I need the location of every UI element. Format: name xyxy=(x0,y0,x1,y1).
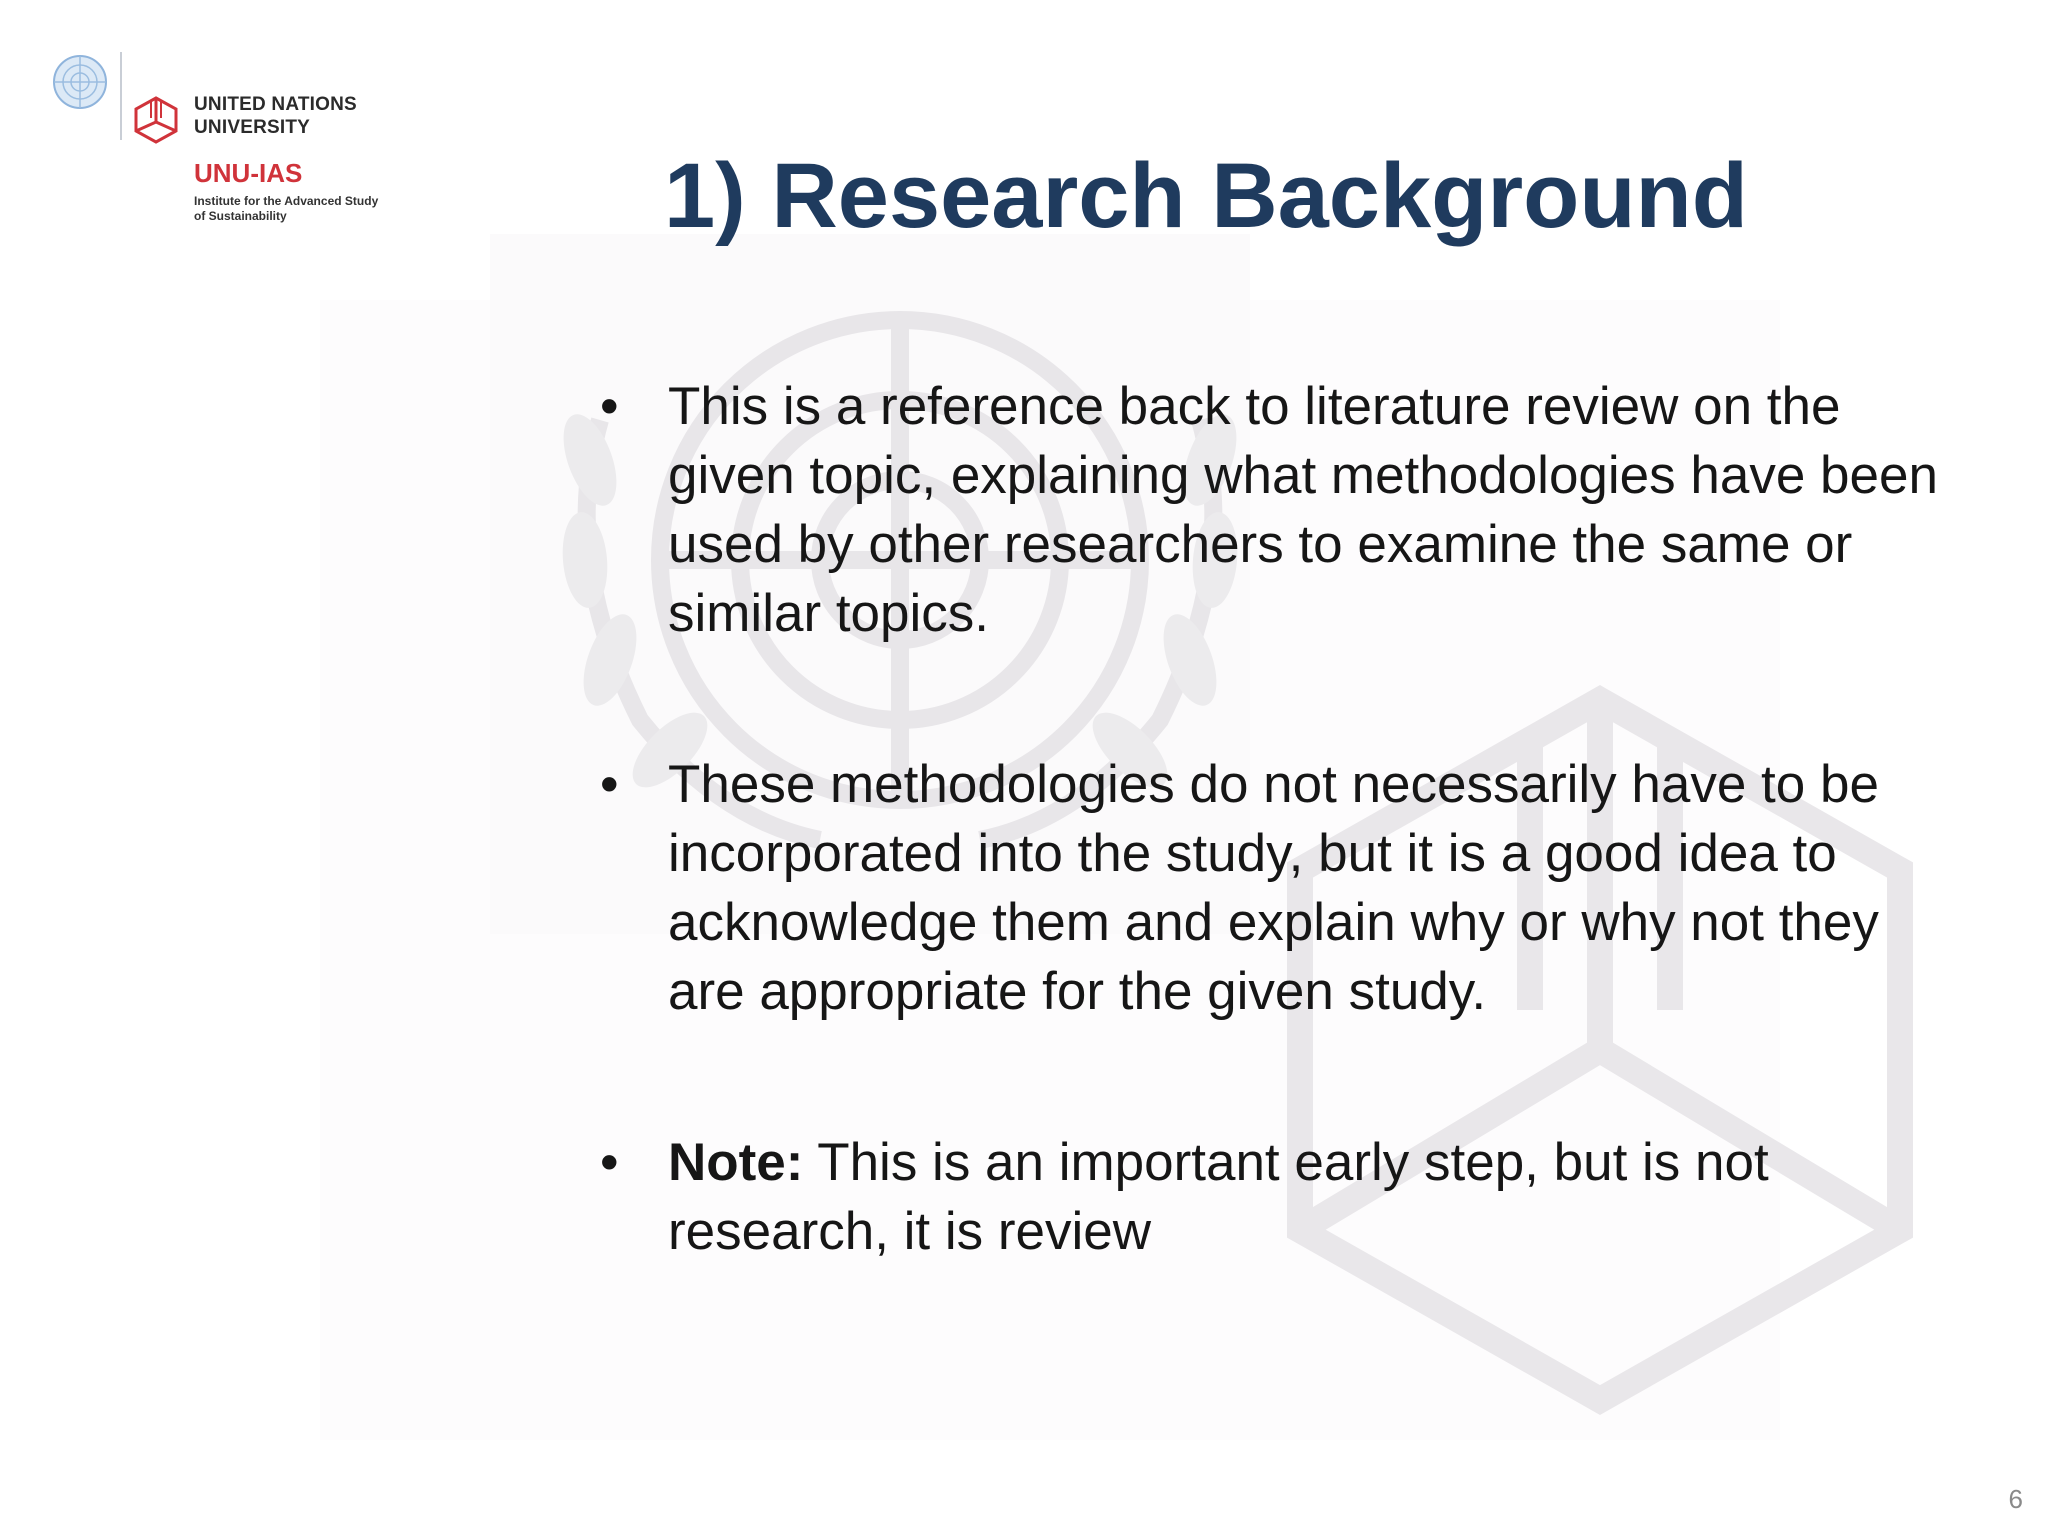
bullet-dot-icon: • xyxy=(600,755,619,814)
page-number: 6 xyxy=(2008,1484,2023,1514)
logo-text-university: UNIVERSITY xyxy=(194,117,311,138)
bullet-item-3 xyxy=(600,1128,1960,1266)
bullet-item-1 xyxy=(600,372,1960,648)
un-emblem-icon xyxy=(48,50,112,114)
logo-text-sustainability: of Sustainability xyxy=(194,209,287,223)
bullet-list xyxy=(600,372,1960,1368)
bullet-text: This is a reference back to literature review on the given topic, explaining what methodologies have been used by other researchers to examine the same or similar topics. xyxy=(668,377,1938,643)
bullet-item-2 xyxy=(600,750,1960,1026)
bullet-label-note: Note: xyxy=(668,1133,804,1192)
bullet-text: This is an important early step, but is not research, it is review xyxy=(668,1133,1769,1261)
slide-title: 1) Research Background xyxy=(664,145,1748,247)
bullet-text: These methodologies do not necessarily have to be incorporated into the study, but it is a good idea to acknowledge them and explain why or why not they are appropriate for the given study. xyxy=(668,755,1879,1021)
logo-divider xyxy=(120,52,122,140)
unu-ias-logo xyxy=(48,48,408,238)
logo-text-unu-ias: UNU-IAS xyxy=(194,158,303,188)
bullet-dot-icon: • xyxy=(600,377,619,436)
logo-text-institute: Institute for the Advanced Study xyxy=(194,194,379,208)
logo-text-united-nations: UNITED NATIONS xyxy=(194,94,357,115)
bullet-dot-icon: • xyxy=(600,1133,619,1192)
unu-logo-icon xyxy=(128,92,184,148)
